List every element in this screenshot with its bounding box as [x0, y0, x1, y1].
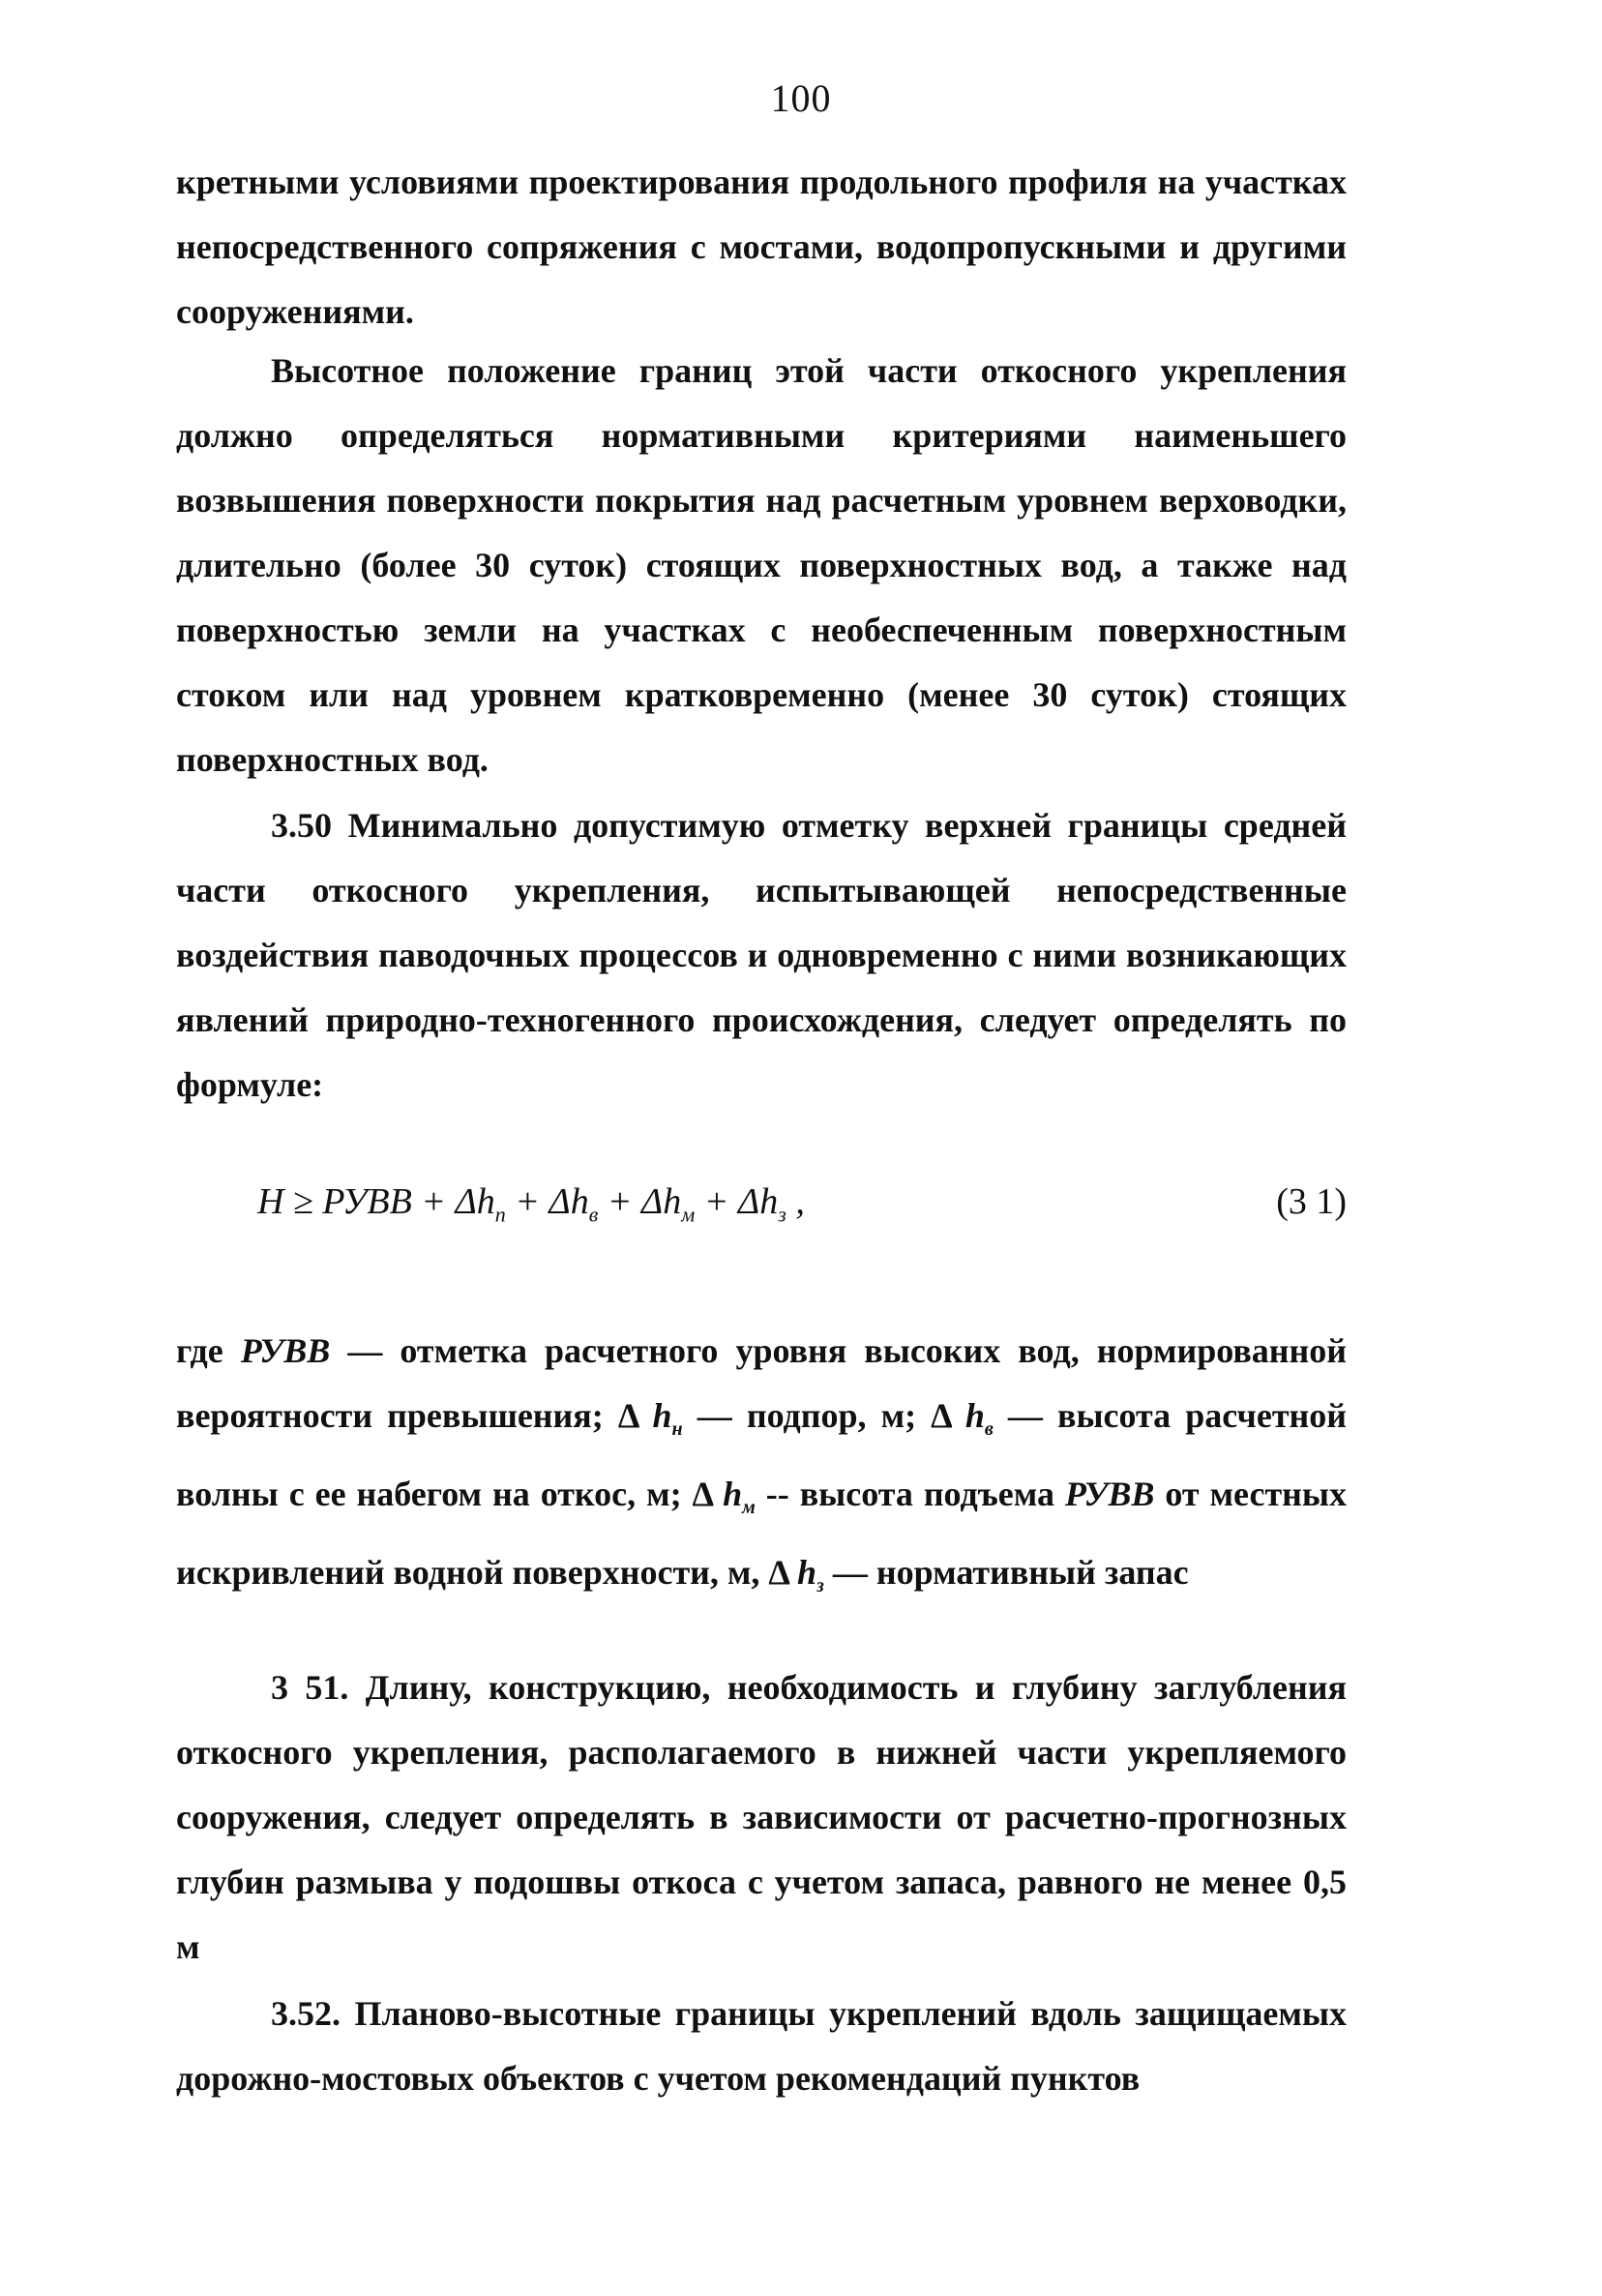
paragraph-formula-legend: [176, 1319, 1347, 1620]
legend-subscript: м: [742, 1497, 756, 1519]
formula-term: + Δh: [598, 1181, 682, 1222]
paragraph-3-51: 3 51. Длину, конструкцию, необходимость и глубину заглубления откосного укрепления, располагаемого в нижней части укрепляемого сооружения, следует определять в зависимости от расчетно-прогнозных глубин размыва у подошвы откоса с учетом запаса, равного не менее 0,5 м: [176, 1668, 1347, 1966]
formula-term: + Δh: [695, 1181, 779, 1222]
legend-text: -- высота подъема: [755, 1475, 1065, 1514]
legend-text: — отметка расчетного уровня высоких вод, нормированной вероятности превышения; Δ: [176, 1331, 1347, 1435]
legend-text: где: [176, 1331, 241, 1370]
legend-text: — нормативный запас: [823, 1553, 1189, 1593]
legend-subscript: в: [984, 1418, 994, 1441]
formula-sub: з: [778, 1202, 786, 1227]
legend-variable: [797, 1553, 824, 1597]
legend-symbol: h: [797, 1553, 817, 1593]
legend-variable: РУВВ: [240, 1331, 331, 1370]
formula-sub: в: [588, 1202, 599, 1227]
formula-number: (3 1): [1276, 1181, 1347, 1222]
legend-variable: [964, 1396, 994, 1441]
legend-variable: [652, 1396, 683, 1441]
legend-subscript: н: [671, 1418, 683, 1441]
paragraph-height-position: Высотное положение границ этой части откосного укрепления должно определяться нормативными критериями наименьшего возвышения поверхности покрытия над расчетным уровнем верховодки, длительно (более 30 суток) стоящих поверхностных вод, а также над поверхностью земли на участках с необеспеченным поверхностным стоком или над уровнем кратковременно (менее 30 суток) стоящих поверхностных вод.: [176, 351, 1347, 779]
legend-symbol: h: [964, 1396, 985, 1435]
legend-text: от местных искривлений водной поверхности, м, Δ: [176, 1475, 1347, 1593]
paragraph-3-52: 3.52. Планово-высотные границы укреплений вдоль защищаемых дорожно-мостовых объектов с учетом рекомендаций пунктов: [176, 1994, 1347, 2098]
formula-expression: [257, 1180, 805, 1228]
legend-symbol: h: [652, 1396, 672, 1435]
page-number: 100: [770, 76, 832, 120]
formula-3-1: [176, 1180, 1347, 1248]
formula-tail: ,: [786, 1181, 805, 1222]
legend-text: — подпор, м; Δ: [682, 1396, 965, 1435]
legend-variable: РУВВ: [1064, 1475, 1155, 1514]
legend-symbol: h: [723, 1475, 743, 1514]
formula-term: + Δh: [505, 1181, 589, 1222]
legend-text: — высота расчетной волны с ее набегом на откос, м; Δ: [176, 1396, 1347, 1514]
formula-lhs: H ≥ РУВВ + Δh: [257, 1181, 495, 1222]
legend-variable: [723, 1475, 756, 1519]
paragraph-continuation: кретными условиями проектирования продольного профиля на участках непосредственного сопряжения с мостами, водопропускными и другими сооружениями.: [176, 163, 1347, 331]
legend-subscript: з: [816, 1575, 824, 1597]
formula-sub: п: [494, 1202, 506, 1227]
paragraph-3-50: 3.50 Минимально допустимую отметку верхней границы средней части откосного укрепления, испытывающей непосредственные воздействия паводочных процессов и одновременно с ними возникающих явлений природно-техногенного происхождения, следует определять по формуле:: [176, 806, 1347, 1104]
formula-sub: м: [681, 1202, 696, 1227]
